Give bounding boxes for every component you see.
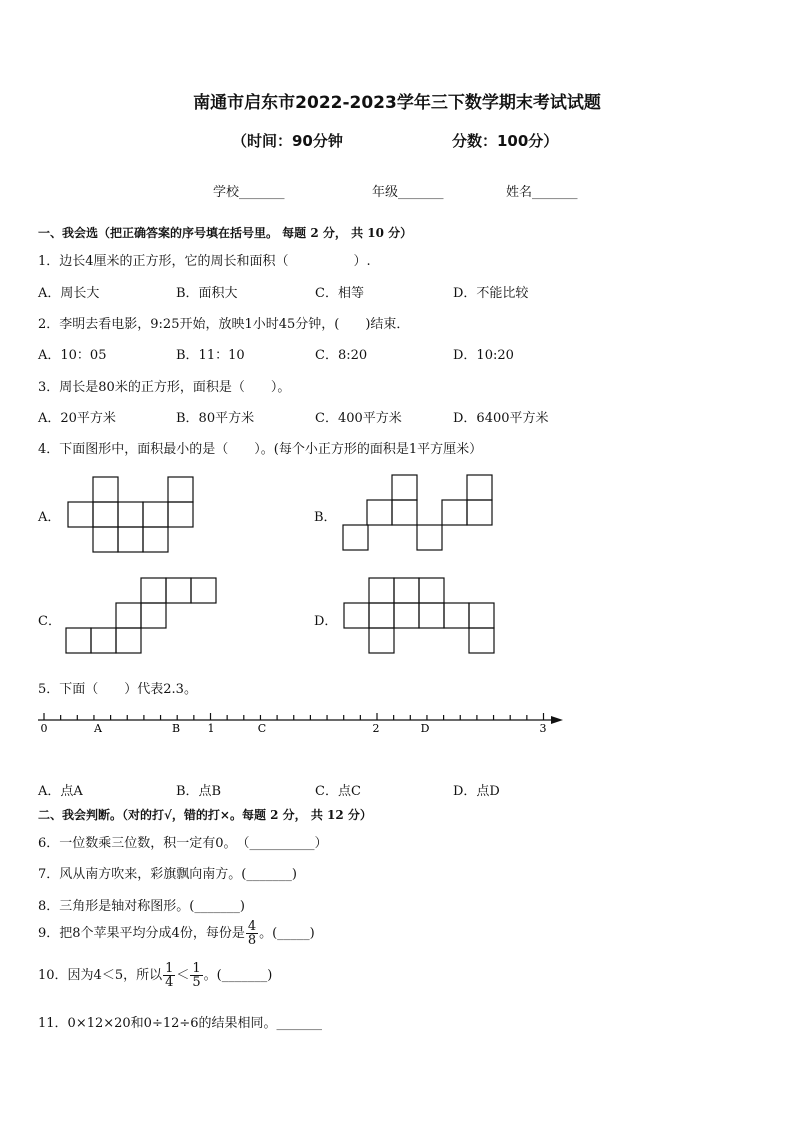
q1-option-c[interactable]: C．相等: [315, 286, 364, 301]
exam-score: 分数：100分）: [452, 132, 559, 150]
q4-label-d[interactable]: D．: [314, 614, 338, 629]
q4-label-a[interactable]: A．: [38, 510, 61, 525]
figure-a: [68, 477, 193, 552]
page-title: 南通市启东市2022-2023学年三下数学期末考试试题: [193, 93, 601, 113]
nl-label-2: 2: [372, 722, 380, 735]
nl-label-b: B: [171, 722, 181, 735]
q1-option-b[interactable]: B．面积大: [176, 286, 238, 301]
question-8[interactable]: 8．三角形是轴对称图形。(_______): [38, 899, 245, 914]
nl-label-a: A: [94, 722, 102, 735]
nl-label-1: 1: [207, 722, 215, 735]
q1-option-a[interactable]: A．周长大: [38, 286, 100, 301]
q10-blank[interactable]: 。(_______): [203, 968, 273, 983]
q2-option-c[interactable]: C．8:20: [315, 348, 368, 363]
name-field[interactable]: 姓名_______: [506, 185, 578, 200]
q10-text: 10．因为4＜5，所以: [38, 968, 163, 983]
figure-d: [344, 578, 494, 653]
question-7[interactable]: 7．风从南方吹来，彩旗飘向南方。(_______): [38, 867, 297, 882]
grade-field[interactable]: 年级_______: [372, 185, 444, 200]
figure-b: [343, 475, 492, 550]
q10-less-than: ＜: [176, 968, 190, 983]
q4-label-c[interactable]: C．: [38, 614, 61, 629]
number-line-arrow: [551, 716, 563, 724]
question-9[interactable]: [38, 920, 315, 947]
section-2-heading: 二、我会判断。（对的打√，错的打×。每题 2 分， 共 12 分）: [38, 808, 372, 822]
q3-option-c[interactable]: C．400平方米: [315, 411, 402, 426]
question-5: 5．下面（ ）代表2.3。: [38, 682, 197, 697]
nl-label-0: 0: [40, 722, 48, 735]
q4-label-b[interactable]: B．: [314, 510, 337, 525]
q10-fraction-b: $\frac{1}{5}$: [192, 961, 201, 990]
school-field[interactable]: 学校_______: [213, 185, 285, 200]
question-2: 2．李明去看电影，9:25开始，放映1小时45分钟，( )结束．: [38, 317, 410, 332]
question-6[interactable]: 6．一位数乘三位数，积一定有0。 （__________）: [38, 836, 328, 851]
q3-option-a[interactable]: A．20平方米: [38, 411, 116, 426]
nl-label-3: 3: [539, 722, 547, 735]
question-11[interactable]: 11．0×12×20和0÷12÷6的结果相同。_______: [38, 1016, 323, 1031]
q1-option-d[interactable]: D．不能比较: [453, 286, 529, 301]
question-3: 3．周长是80米的正方形，面积是（ ）。: [38, 380, 291, 395]
nl-label-d: D: [420, 722, 430, 735]
q5-option-d[interactable]: D．点D: [453, 784, 500, 799]
q5-option-c[interactable]: C．点C: [315, 784, 361, 799]
nl-label-c: C: [257, 722, 267, 735]
q9-text: 9．把8个苹果平均分成4份，每份是: [38, 926, 245, 941]
q5-option-b[interactable]: B．点B: [176, 784, 222, 799]
question-10[interactable]: [38, 962, 272, 989]
number-line: [0, 700, 794, 750]
q9-fraction: $\frac{4}{8}$: [247, 919, 257, 948]
question-1: 1．边长4厘米的正方形，它的周长和面积（ ）.: [38, 254, 371, 269]
q2-option-a[interactable]: A．10：05: [38, 348, 107, 363]
section-1-heading: 一、我会选（把正确答案的序号填在括号里。 每题 2 分， 共 10 分）: [38, 226, 413, 240]
q10-fraction-a: $\frac{1}{4}$: [165, 961, 174, 990]
figure-c: [66, 578, 216, 653]
exam-time: （时间：90分钟: [232, 132, 343, 150]
q3-option-d[interactable]: D．6400平方米: [453, 411, 549, 426]
question-4: 4．下面图形中，面积最小的是（ ）。(每个小正方形的面积是1平方厘米）: [38, 442, 483, 457]
q5-option-a[interactable]: A．点A: [38, 784, 83, 799]
q2-option-d[interactable]: D．10:20: [453, 348, 514, 363]
q9-blank[interactable]: 。(_____): [259, 926, 315, 941]
q3-option-b[interactable]: B．80平方米: [176, 411, 255, 426]
q2-option-b[interactable]: B．11：10: [176, 348, 245, 363]
